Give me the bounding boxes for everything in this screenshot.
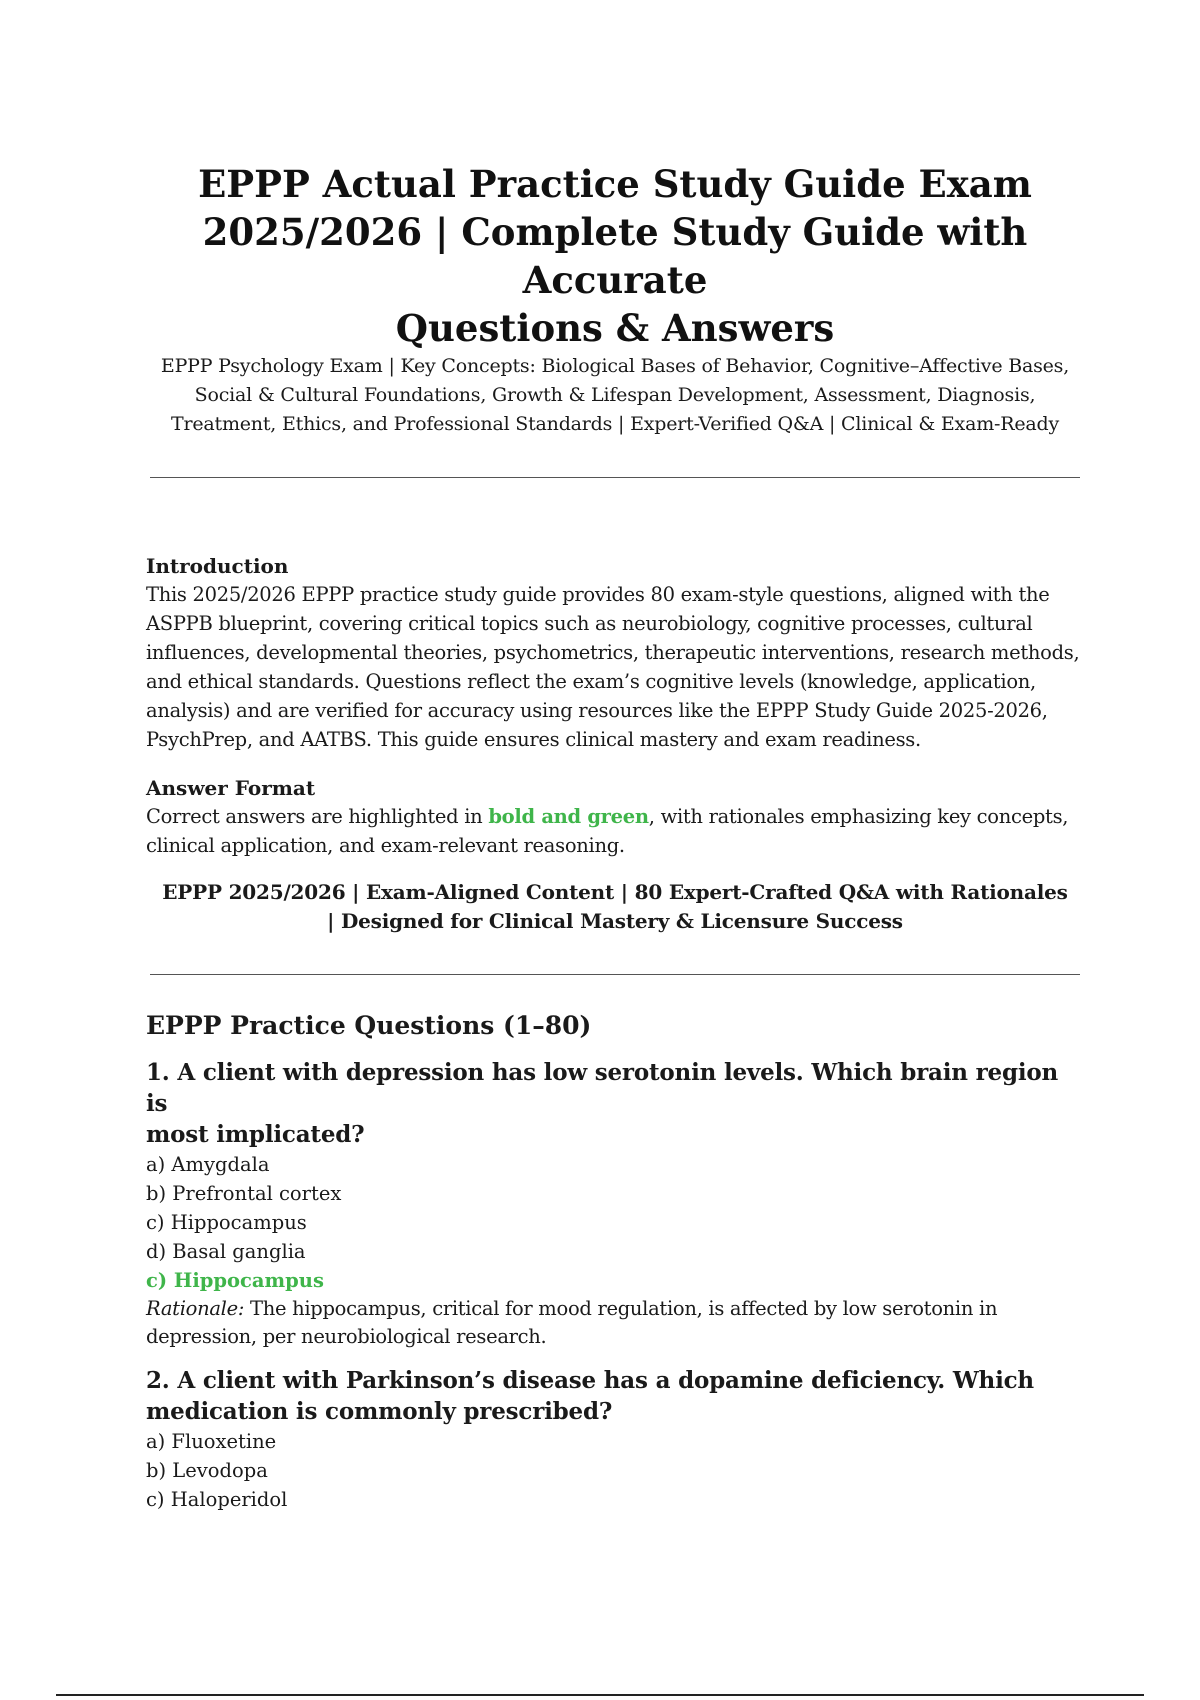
question-text [146, 1057, 1084, 1150]
answer-format-heading: Answer Format [146, 776, 316, 800]
answer-format-text: clinical application, and exam-relevant reasoning. [146, 834, 625, 857]
subtitle-line-2: Social & Cultural Foundations, Growth & Lifespan Development, Assessment, Diagnosis, [194, 384, 1036, 406]
tagline-line-2: | Designed for Clinical Mastery & Licensure Success [327, 909, 903, 933]
intro-line: PsychPrep, and AATBS. This guide ensures clinical mastery and exam readiness. [146, 728, 921, 751]
correct-answer: c) Hippocampus [146, 1269, 324, 1292]
question-text-line: 2. A client with Parkinson’s disease has a dopamine deficiency. Which [146, 1367, 1034, 1394]
page-bottom-rule [56, 1694, 1144, 1696]
title-line-1: EPPP Actual Practice Study Guide Exam [198, 162, 1032, 206]
title-line-2: 2025/2026 | Complete Study Guide with Accurate [202, 210, 1028, 302]
rationale-text: The hippocampus, critical for mood regulation, is affected by low serotonin in [244, 1297, 998, 1320]
intro-line: This 2025/2026 EPPP practice study guide provides 80 exam-style questions, aligned with the [146, 583, 1050, 606]
question-2 [146, 1365, 1084, 1514]
rationale-label: Rationale: [146, 1297, 245, 1320]
questions-heading: EPPP Practice Questions (1–80) [146, 1011, 592, 1040]
answer-format-text: , with rationales emphasizing key concepts, [648, 805, 1069, 828]
divider-top [150, 477, 1080, 478]
option-c: c) Hippocampus [146, 1211, 307, 1234]
intro-line: influences, developmental theories, psychometrics, therapeutic interventions, research methods, [146, 641, 1080, 664]
title-line-3: Questions & Answers [395, 306, 835, 350]
question-text [146, 1365, 1084, 1427]
rationale [146, 1295, 1084, 1351]
question-text-line: 1. A client with depression has low serotonin levels. Which brain region is [146, 1059, 1059, 1117]
document-subtitle [146, 352, 1084, 439]
option-c: c) Haloperidol [146, 1488, 288, 1511]
rationale-text: depression, per neurobiological research. [146, 1325, 547, 1348]
subtitle-line-3: Treatment, Ethics, and Professional Standards | Expert-Verified Q&A | Clinical & Exam-Ready [170, 413, 1060, 435]
question-1 [146, 1057, 1084, 1351]
intro-line: ASPPB blueprint, covering critical topics such as neurobiology, cognitive processes, cultural [146, 612, 1033, 635]
introduction-paragraph [146, 580, 1084, 754]
question-text-line: medication is commonly prescribed? [146, 1398, 613, 1425]
intro-line: analysis) and are verified for accuracy using resources like the EPPP Study Guide 2025-2026, [146, 699, 1048, 722]
divider-middle [150, 974, 1080, 975]
answer-format-paragraph [146, 802, 1084, 860]
option-a: a) Fluoxetine [146, 1430, 277, 1453]
option-d: d) Basal ganglia [146, 1240, 306, 1263]
document-content [146, 160, 1084, 1514]
tagline [146, 878, 1084, 936]
introduction-heading: Introduction [146, 554, 289, 578]
document-title [146, 160, 1084, 352]
subtitle-line-1: EPPP Psychology Exam | Key Concepts: Biological Bases of Behavior, Cognitive–Affective Bases, [160, 355, 1070, 377]
option-b: b) Prefrontal cortex [146, 1182, 342, 1205]
tagline-line-1: EPPP 2025/2026 | Exam-Aligned Content | 80 Expert-Crafted Q&A with Rationales [162, 880, 1068, 904]
answer-format-text: Correct answers are highlighted in [146, 805, 489, 828]
option-b: b) Levodopa [146, 1459, 268, 1482]
intro-line: and ethical standards. Questions reflect the exam’s cognitive levels (knowledge, application, [146, 670, 1036, 693]
option-a: a) Amygdala [146, 1153, 270, 1176]
answer-format-highlight: bold and green [488, 805, 649, 828]
question-text-line: most implicated? [146, 1121, 365, 1148]
